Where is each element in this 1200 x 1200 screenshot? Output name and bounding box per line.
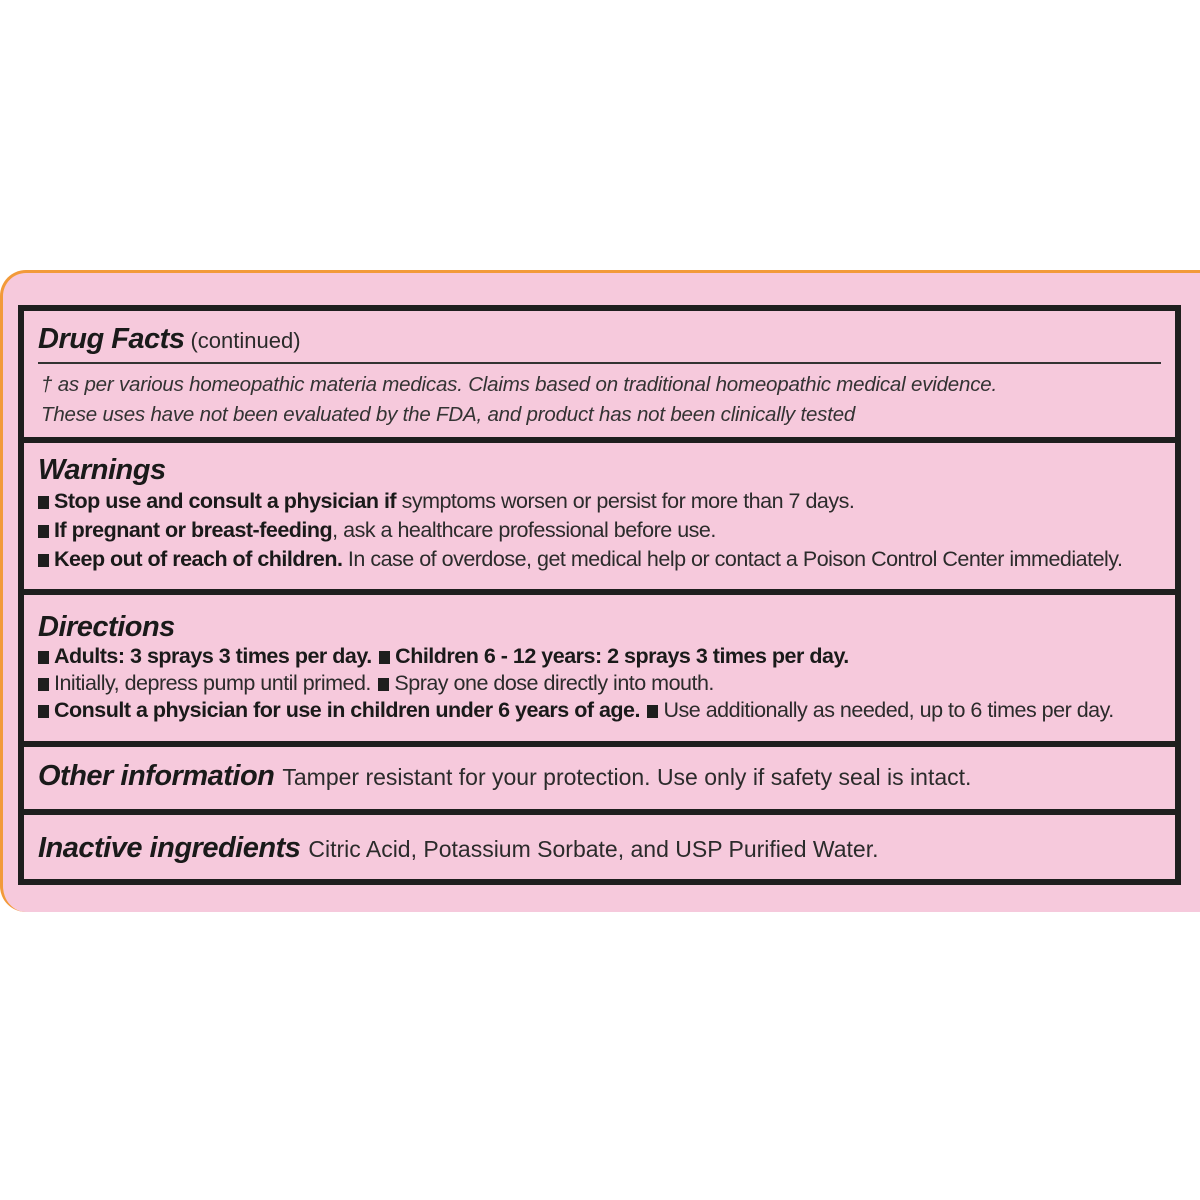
warning-text: In case of overdose, get medical help or contact a Poison Control Center immediately.: [342, 547, 1123, 571]
drug-facts-header: [24, 311, 1175, 437]
consult-instruction: Consult a physician for use in children under 6 years of age.: [54, 698, 640, 722]
other-information-title: Other information: [38, 760, 275, 792]
bullet-square-icon: [38, 525, 49, 538]
fda-note: These uses have not been evaluated by the FDA, and product has not been clinically tested: [41, 403, 856, 426]
directions-line: [38, 697, 1165, 724]
bullet-square-icon: [38, 651, 49, 664]
continued-label: (continued): [190, 328, 301, 353]
drug-facts-title: Drug Facts: [38, 323, 185, 355]
directions-line: [38, 670, 1165, 697]
warning-text: , ask a healthcare professional before use.: [332, 518, 716, 542]
adults-dose: Adults: 3 sprays 3 times per day.: [54, 644, 372, 668]
warning-item: [38, 487, 1165, 516]
bullet-square-icon: [38, 554, 49, 567]
bullet-square-icon: [38, 705, 49, 718]
inactive-ingredients-title: Inactive ingredients: [38, 832, 301, 864]
warning-bold: Stop use and consult a physician if: [54, 489, 397, 513]
header-rule: [38, 362, 1161, 364]
warning-text: symptoms worsen or persist for more than 7 days.: [396, 489, 855, 513]
directions-title: Directions: [38, 611, 175, 643]
prime-instruction: Initially, depress pump until primed.: [54, 671, 371, 695]
additional-use-instruction: Use additionally as needed, up to 6 times per day.: [663, 698, 1114, 722]
warning-bold: If pregnant or breast-feeding: [54, 518, 333, 542]
spray-instruction: Spray one dose directly into mouth.: [394, 671, 714, 695]
directions-section: [24, 595, 1175, 741]
bullet-square-icon: [647, 705, 658, 718]
inactive-ingredients-section: [24, 815, 1175, 879]
directions-line: [38, 643, 1165, 670]
inactive-ingredients-text: Citric Acid, Potassium Sorbate, and USP Purified Water.: [308, 836, 879, 862]
warning-bold: Keep out of reach of children.: [54, 547, 343, 571]
warnings-title: Warnings: [38, 454, 166, 486]
other-information-text: Tamper resistant for your protection. Use only if safety seal is intact.: [282, 764, 972, 790]
warnings-section: [24, 443, 1175, 589]
warning-item: [38, 545, 1165, 574]
other-information-section: [24, 747, 1175, 809]
bullet-square-icon: [379, 651, 390, 664]
claims-note: † as per various homeopathic materia medicas. Claims based on traditional homeopathic medical evidence.: [41, 373, 997, 396]
warning-item: [38, 516, 1165, 545]
bullet-square-icon: [38, 678, 49, 691]
drug-facts-panel: [18, 305, 1181, 885]
bullet-square-icon: [378, 678, 389, 691]
children-dose: Children 6 - 12 years: 2 sprays 3 times per day.: [395, 644, 849, 668]
bullet-square-icon: [38, 496, 49, 509]
